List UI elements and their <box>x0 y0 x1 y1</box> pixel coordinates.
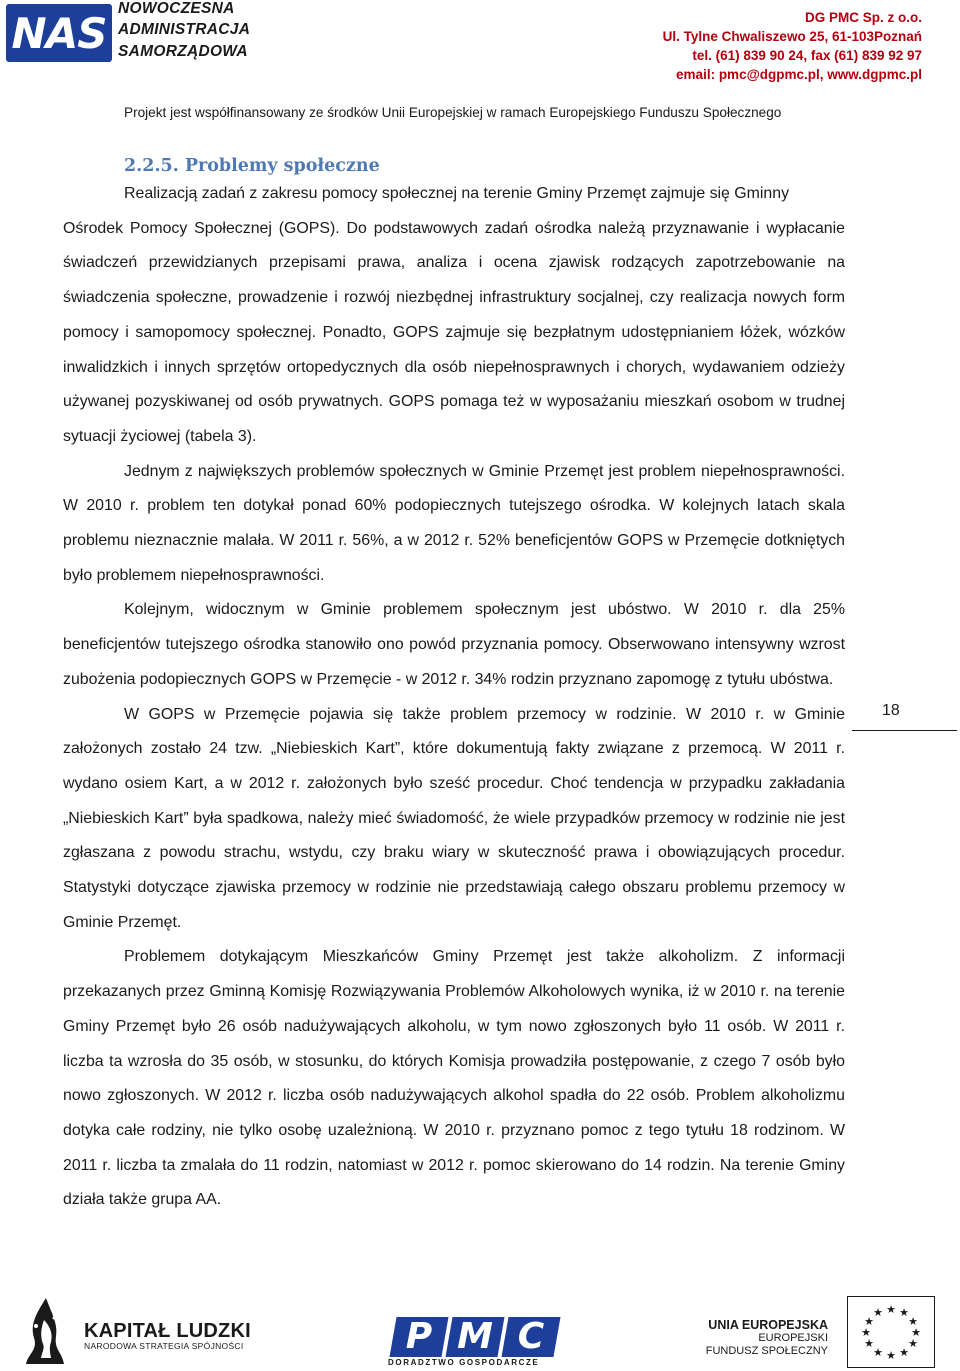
pmc-letter-c: C <box>517 1316 545 1357</box>
paragraph-3: Kolejnym, widocznym w Gminie problemem społecznym jest ubóstwo. W 2010 r. dla 25% beneficjentów tutejszego ośrodka stanowiło ono powód przyznania pomocy. Obserwowano intensywny wzrost zubożenia podopiecznych GOPS w Przemęcie - w 2012 r. 34% rodzin przyznano zapomogę z tytułu ubóstwa. <box>63 601 845 688</box>
svg-text:★: ★ <box>899 1346 909 1359</box>
kapital-ludzki-flame-icon <box>24 1296 68 1366</box>
page-number: 18 <box>882 702 900 719</box>
section-number: 2.2.5. <box>124 156 179 176</box>
ue-line-2: EUROPEJSKI <box>758 1332 828 1344</box>
nas-logo <box>6 4 112 62</box>
nas-line-1: NOWOCZESNA <box>118 0 235 17</box>
svg-text:★: ★ <box>908 1315 918 1328</box>
eu-flag-icon <box>847 1296 935 1368</box>
ue-line-3: FUNDUSZ SPOŁECZNY <box>705 1345 828 1357</box>
kapital-ludzki-subtitle: NARODOWA STRATEGIA SPÓJNOŚCI <box>84 1341 244 1351</box>
company-info <box>663 8 922 84</box>
svg-text:★: ★ <box>864 1337 874 1350</box>
ue-text <box>706 1319 828 1358</box>
pmc-letter-p: P <box>405 1316 433 1357</box>
pmc-letter-m: M <box>457 1316 493 1357</box>
paragraph-1-rest: Ośrodek Pomocy Społecznej (GOPS). Do podstawowych zadań ośrodka należą przyznawanie i wypłacanie świadczeń przewidzianych przepisami prawa, analiza i ocena zjawisk rodzących zapotrzebowanie na świadczenia społeczne, prowadzenie i rozwój niezbędnej infrastruktury socjalnej, czy realizacja nowych form pomocy i samopomocy społecznej. Ponadto, GOPS zajmuje się bezpłatnym udostępnianiem łóżek, wózków inwalidzkich i innych sprzętów ortopedycznych dla osób niepełnosprawnych i chorych, wydawaniem odzieży używanej pozyskiwanej od osób prywatnych. GOPS pomaga też w wyposażaniu mieszkań osobom w trudnej sytuacji życiowej (tabela 3). <box>63 219 845 445</box>
pmc-logo <box>385 1317 559 1361</box>
company-address: Ul. Tylne Chwaliszewo 25, 61-103Poznań <box>662 29 922 44</box>
svg-text:★: ★ <box>861 1326 871 1339</box>
svg-text:★: ★ <box>911 1326 921 1339</box>
paragraph-1 <box>63 177 845 455</box>
svg-text:★: ★ <box>899 1306 909 1319</box>
pmc-subtitle: DORADZTWO GOSPODARCZE <box>388 1358 540 1367</box>
page-number-rule <box>852 730 957 731</box>
company-name: DG PMC Sp. z o.o. <box>805 10 922 25</box>
company-phone: tel. (61) 839 90 24, fax (61) 839 92 97 <box>692 48 922 63</box>
body-text <box>63 177 845 1218</box>
paragraph-5: Problemem dotykającym Mieszkańców Gminy Przemęt jest także alkoholizm. Z informacji przekazanych przez Gminną Komisję Rozwiązywania Problemów Alkoholowych wynika, iż w 2010 r. na terenie Gminy Przemęt było 26 osób nadużywających alkoholu, w tym nowo zgłoszonych było 11 osób. W 2011 r. liczba ta wzrosła do 35 osób, w stosunku, do których Komisja prowadziła postępowanie, z czego 7 osób było nowo zgłoszonych. W 2012 r. liczba osób nadużywających alkohol spadła do 22 osób. Problem alkoholizmu dotyka całe rodziny, nie tylko osobę uzależnioną. W 2010 r. przyznano pomoc z tego tytułu 18 rodzinom. W 2011 r. liczba ta zmalała do 11 rodzin, natomiast w 2012 r. pomoc skierowano do 14 rodzin. Na terenie Gminy działa także grupa AA. <box>63 948 845 1209</box>
paragraph-2: Jednym z największych problemów społecznych w Gminie Przemęt jest problem niepełnosprawności. W 2010 r. problem ten dotykał ponad 60% podopiecznych tutejszego ośrodka. W kolejnych latach skala problemu nieznacznie malała. W 2011 r. 56%, a w 2012 r. 52% beneficjentów GOPS w Przemęcie dotkniętych było problemem niepełnosprawności. <box>63 462 845 584</box>
svg-text:★: ★ <box>886 1349 896 1362</box>
section-title: Problemy społeczne <box>184 156 380 176</box>
nas-line-2: ADMINISTRACJA <box>118 21 251 38</box>
pmc-tile-p <box>389 1317 448 1357</box>
company-contact: email: pmc@dgpmc.pl, www.dgpmc.pl <box>676 67 922 82</box>
kapital-ludzki-title: KAPITAŁ LUDZKI <box>84 1320 251 1342</box>
nas-logo-text: NAS <box>11 9 107 58</box>
nas-line-3: SAMORZĄDOWA <box>118 43 248 60</box>
paragraph-4: W GOPS w Przemęcie pojawia się także problem przemocy w rodzinie. W 2010 r. w Gminie założonych zostało 24 tzw. „Niebieskich Kart”, które dokumentują fakty związane z przemocą. W 2011 r. wydano osiem Kart, a w 2012 r. założonych było sześć procedur. Choć tendencja w przypadku zakładania „Niebieskich Kart” była spadkowa, należy mieć świadomość, że wiele przypadków przemocy w rodzinie nie jest zgłaszana z powodu strachu, wstydu, czy braku wiary w skuteczność prawa i obowiązujących procedur. Statystyki dotyczące zjawiska przemocy w rodzinie nie przedstawiają całego obszaru problemu przemocy w Gminie Przemęt. <box>63 705 845 931</box>
project-note: Projekt jest współfinansowany ze środków Unii Europejskiej w ramach Europejskiego Funduszu Społecznego <box>124 105 782 120</box>
pmc-tile-m <box>445 1317 504 1357</box>
svg-text:★: ★ <box>886 1303 896 1316</box>
pmc-tile-c <box>501 1317 560 1357</box>
svg-text:★: ★ <box>864 1315 874 1328</box>
paragraph-1-first-line: Realizacją zadań z zakresu pomocy społecznej na terenie Gminy Przemęt zajmuje się Gminny <box>124 185 790 202</box>
svg-text:★: ★ <box>873 1306 883 1319</box>
section-heading <box>124 156 380 176</box>
svg-text:★: ★ <box>908 1337 918 1350</box>
ue-line-1: UNIA EUROPEJSKA <box>708 1318 828 1332</box>
svg-text:★: ★ <box>873 1346 883 1359</box>
